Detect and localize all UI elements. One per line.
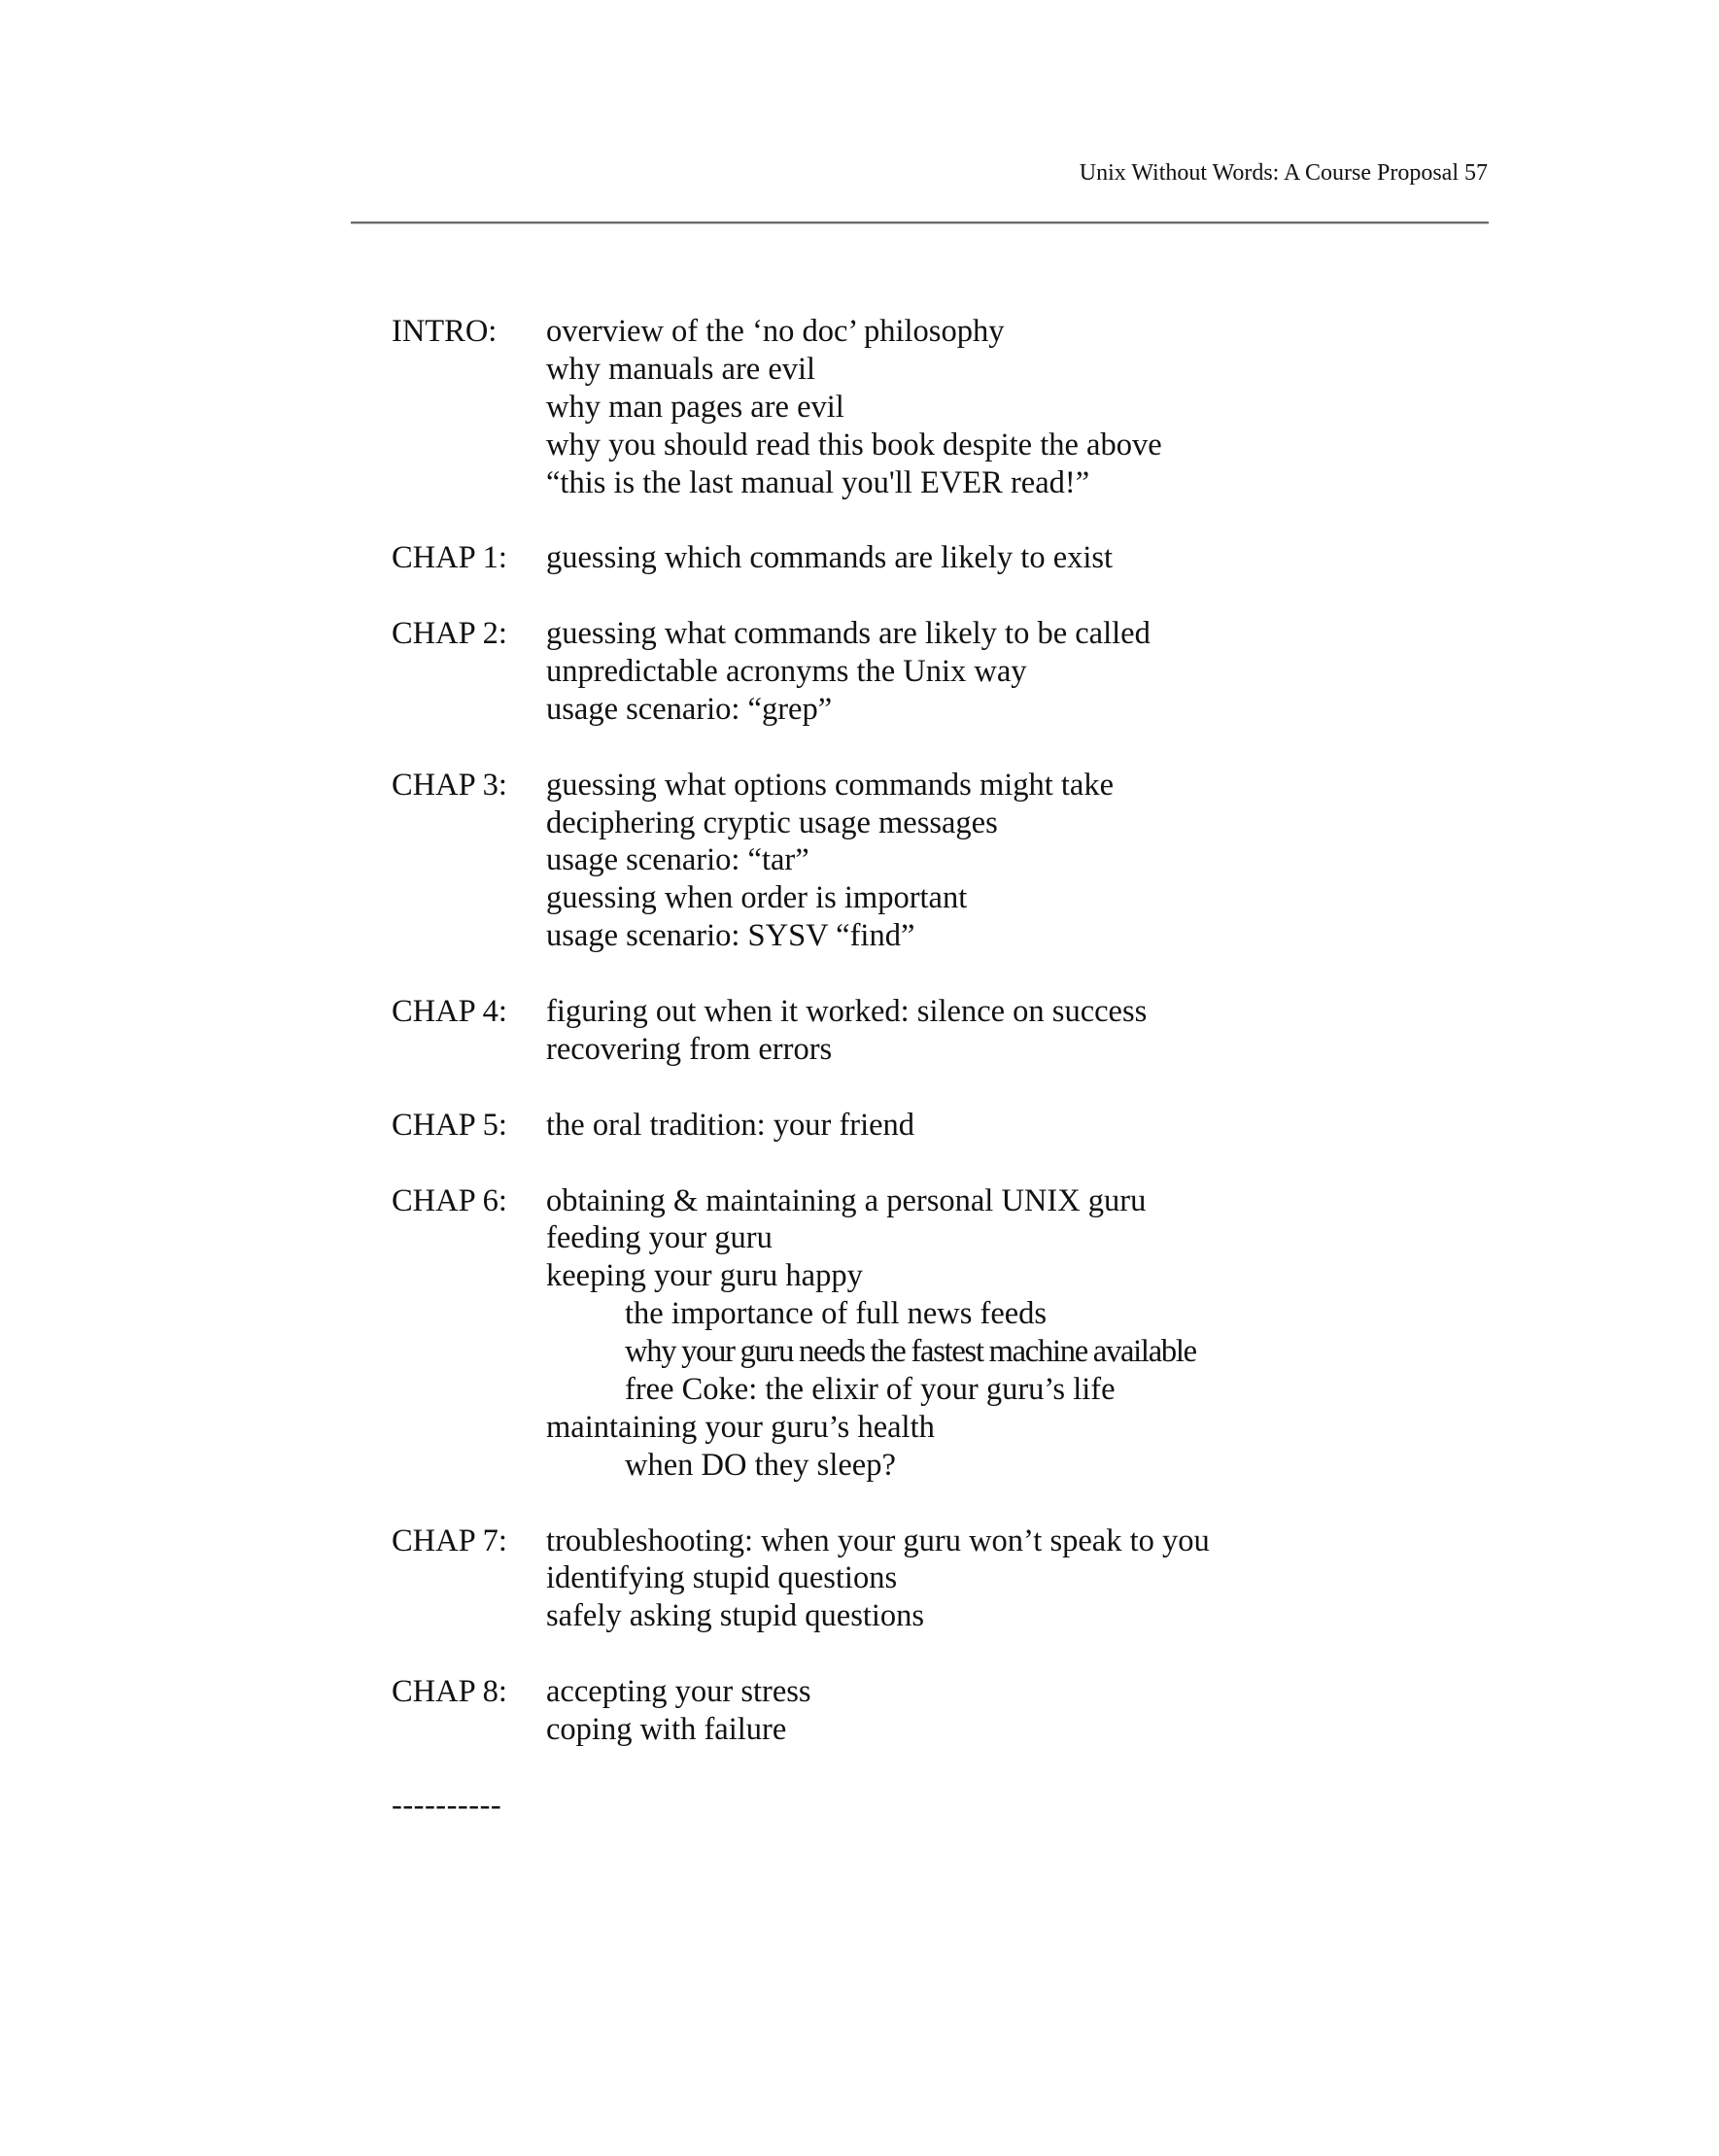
section-items [546,993,1461,1069]
outline-item: guessing what commands are likely to be called [546,616,1151,652]
outline-item: troubleshooting: when your guru won’t speak to you [546,1523,1210,1558]
outline-section [392,539,1461,577]
outline-section [392,993,1461,1069]
section-label: CHAP 5: [392,1107,507,1143]
end-mark: ---------- [392,1787,502,1823]
outline-item: guessing when order is important [546,880,968,916]
outline-subitem: free Coke: the elixir of your guru’s life [625,1371,1116,1407]
outline-item: obtaining & maintaining a personal UNIX guru [546,1182,1147,1218]
outline-subitem: the importance of full news feeds [625,1296,1048,1332]
section-label: CHAP 4: [392,994,507,1030]
outline-item: why man pages are evil [546,389,844,425]
section-items [546,539,1461,577]
outline-item: deciphering cryptic usage messages [546,804,998,840]
section-label: CHAP 3: [392,767,507,803]
running-head: Unix Without Words: A Course Proposal 57 [1079,160,1488,186]
outline-section [392,1673,1461,1749]
section-items [546,767,1461,955]
section-items [546,1182,1461,1485]
outline-item: usage scenario: “tar” [546,842,809,878]
outline-section [392,313,1461,501]
outline-section [392,1523,1461,1636]
section-label: CHAP 1: [392,540,507,576]
section-items [546,313,1461,501]
section-label: INTRO: [392,314,498,349]
section-items [546,615,1461,729]
outline-item: feeding your guru [546,1220,773,1256]
outline-item: unpredictable acronyms the Unix way [546,654,1027,690]
outline-section [392,767,1461,955]
outline-section [392,615,1461,729]
outline-item: safely asking stupid questions [546,1598,925,1634]
outline-subitem: why your guru needs the fastest machine available [625,1334,1196,1370]
outline-item: keeping your guru happy [546,1258,863,1294]
section-label: CHAP 2: [392,616,507,652]
section-items [546,1523,1461,1636]
outline-item: usage scenario: “grep” [546,691,833,727]
outline-item: guessing what options commands might take [546,767,1115,803]
outline-item: the oral tradition: your friend [546,1107,915,1143]
outline-item: maintaining your guru’s health [546,1409,935,1445]
section-items [546,1673,1461,1749]
section-items [546,1107,1461,1145]
outline-sections [392,313,1461,1749]
outline-item: figuring out when it worked: silence on success [546,994,1148,1030]
outline-section [392,1182,1461,1485]
outline-item: why manuals are evil [546,351,816,387]
outline-item: accepting your stress [546,1674,811,1710]
outline-item: recovering from errors [546,1031,833,1067]
outline-item: overview of the ‘no doc’ philosophy [546,314,1005,349]
section-label: CHAP 7: [392,1523,507,1558]
outline-subitem: when DO they sleep? [625,1447,896,1483]
section-label: CHAP 6: [392,1182,507,1218]
outline-item: identifying stupid questions [546,1560,898,1596]
outline-item: why you should read this book despite the above [546,427,1162,462]
course-outline [392,313,1461,1825]
outline-section [392,1107,1461,1145]
header-rule [351,222,1489,223]
outline-item: guessing which commands are likely to exist [546,540,1114,576]
outline-item: usage scenario: SYSV “find” [546,918,915,954]
outline-item: coping with failure [546,1711,787,1747]
section-label: CHAP 8: [392,1674,507,1710]
outline-item: “this is the last manual you'll EVER read!” [546,464,1090,500]
